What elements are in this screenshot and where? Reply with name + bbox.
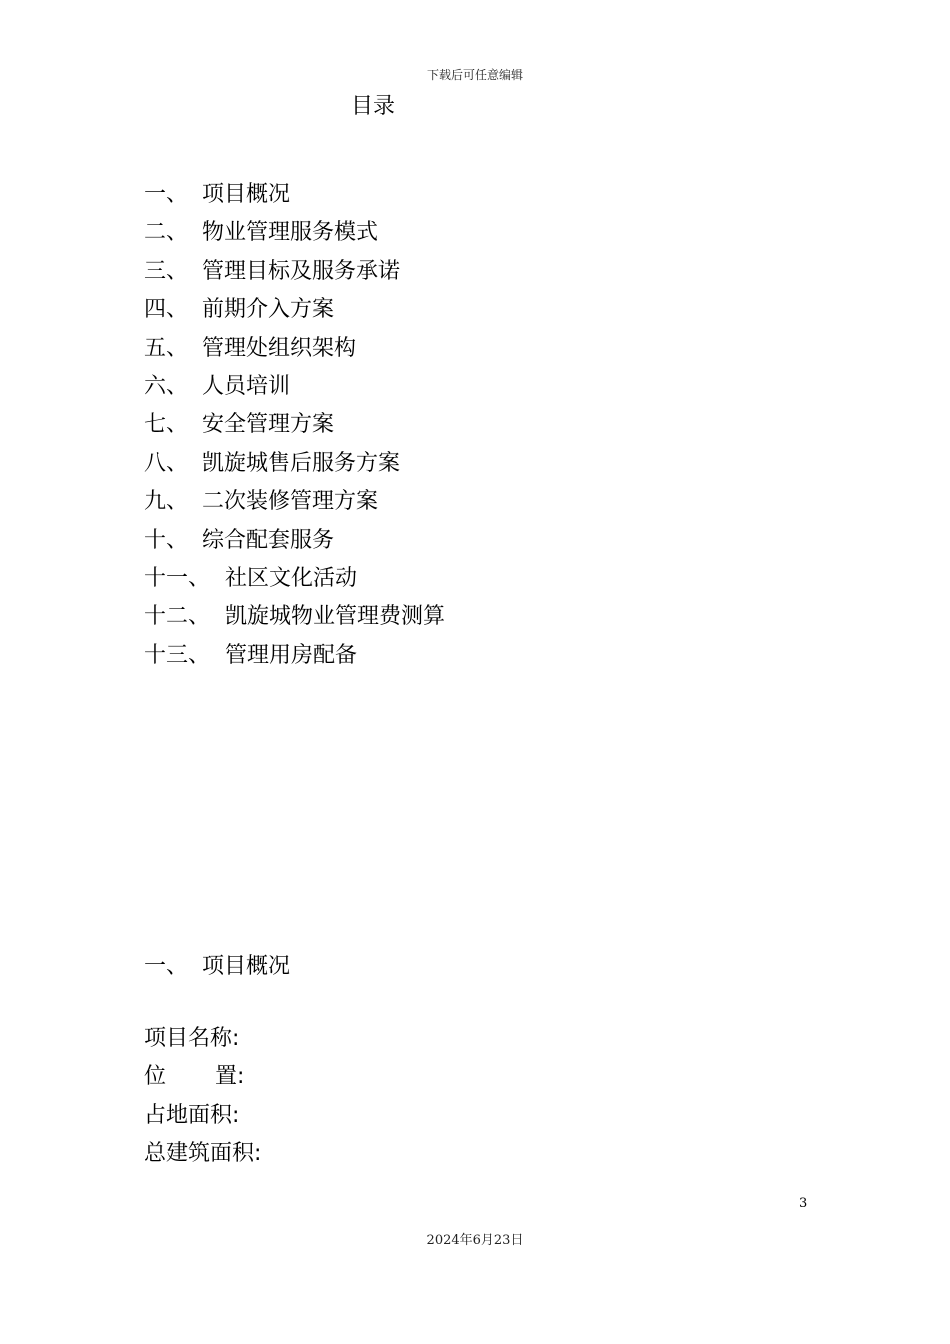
toc-item-number: 七、 — [144, 412, 189, 438]
toc-item[interactable] — [144, 372, 445, 410]
toc-item-label: 二次装修管理方案 — [202, 489, 379, 515]
toc-item[interactable] — [144, 295, 445, 333]
toc-item-number: 十、 — [144, 527, 189, 553]
toc-item-label: 凯旋城物业管理费测算 — [225, 604, 446, 630]
toc-item-label: 凯旋城售后服务方案 — [202, 450, 401, 476]
toc-item-number: 十一、 — [144, 565, 211, 591]
toc-item-label: 综合配套服务 — [202, 527, 335, 553]
toc-item-number: 十二、 — [144, 604, 211, 630]
toc-item[interactable] — [144, 602, 445, 640]
toc-item-number: 三、 — [144, 258, 189, 284]
toc-item-label: 物业管理服务模式 — [202, 220, 379, 246]
toc-item-number: 六、 — [144, 373, 189, 399]
toc-title: 目录 — [351, 94, 396, 119]
table-of-contents — [144, 180, 445, 679]
toc-item-label: 人员培训 — [202, 373, 291, 399]
toc-item[interactable] — [144, 641, 445, 679]
section-heading — [144, 952, 290, 982]
toc-item[interactable] — [144, 526, 445, 564]
footer-date: 2024年6月23日 — [426, 1233, 524, 1248]
toc-item-number: 九、 — [144, 489, 189, 515]
field-total-floor-area: 总建筑面积: — [144, 1141, 262, 1167]
toc-item[interactable] — [144, 218, 445, 256]
toc-item-label: 管理处组织架构 — [202, 335, 357, 361]
section-number: 一、 — [144, 954, 189, 979]
field-project-name: 项目名称: — [144, 1026, 240, 1051]
toc-item-label: 项目概况 — [202, 182, 291, 207]
toc-item[interactable] — [144, 449, 445, 487]
section-title: 项目概况 — [202, 954, 291, 979]
toc-item-label: 社区文化活动 — [225, 565, 358, 591]
toc-item[interactable] — [144, 334, 445, 372]
header-note: 下载后可任意编辑 — [426, 68, 523, 82]
toc-item-number: 一、 — [144, 182, 189, 207]
toc-item-label: 安全管理方案 — [202, 412, 335, 438]
toc-item[interactable] — [144, 410, 445, 448]
toc-item-label: 管理目标及服务承诺 — [202, 258, 401, 284]
toc-item-number: 四、 — [144, 297, 189, 323]
project-fields — [144, 1024, 261, 1178]
toc-item-label: 前期介入方案 — [202, 297, 335, 323]
toc-item-number: 五、 — [144, 335, 189, 361]
field-site-area: 占地面积: — [144, 1102, 240, 1128]
toc-item-number: 十三、 — [144, 642, 211, 668]
toc-item[interactable] — [144, 564, 445, 602]
page-number: 3 — [799, 1196, 808, 1211]
toc-item[interactable] — [144, 257, 445, 295]
field-location: 位 置: — [144, 1064, 245, 1090]
toc-item-number: 二、 — [144, 220, 189, 246]
toc-item-number: 八、 — [144, 450, 189, 476]
toc-item[interactable] — [144, 180, 445, 218]
toc-item-label: 管理用房配备 — [225, 642, 358, 668]
toc-item[interactable] — [144, 487, 445, 525]
